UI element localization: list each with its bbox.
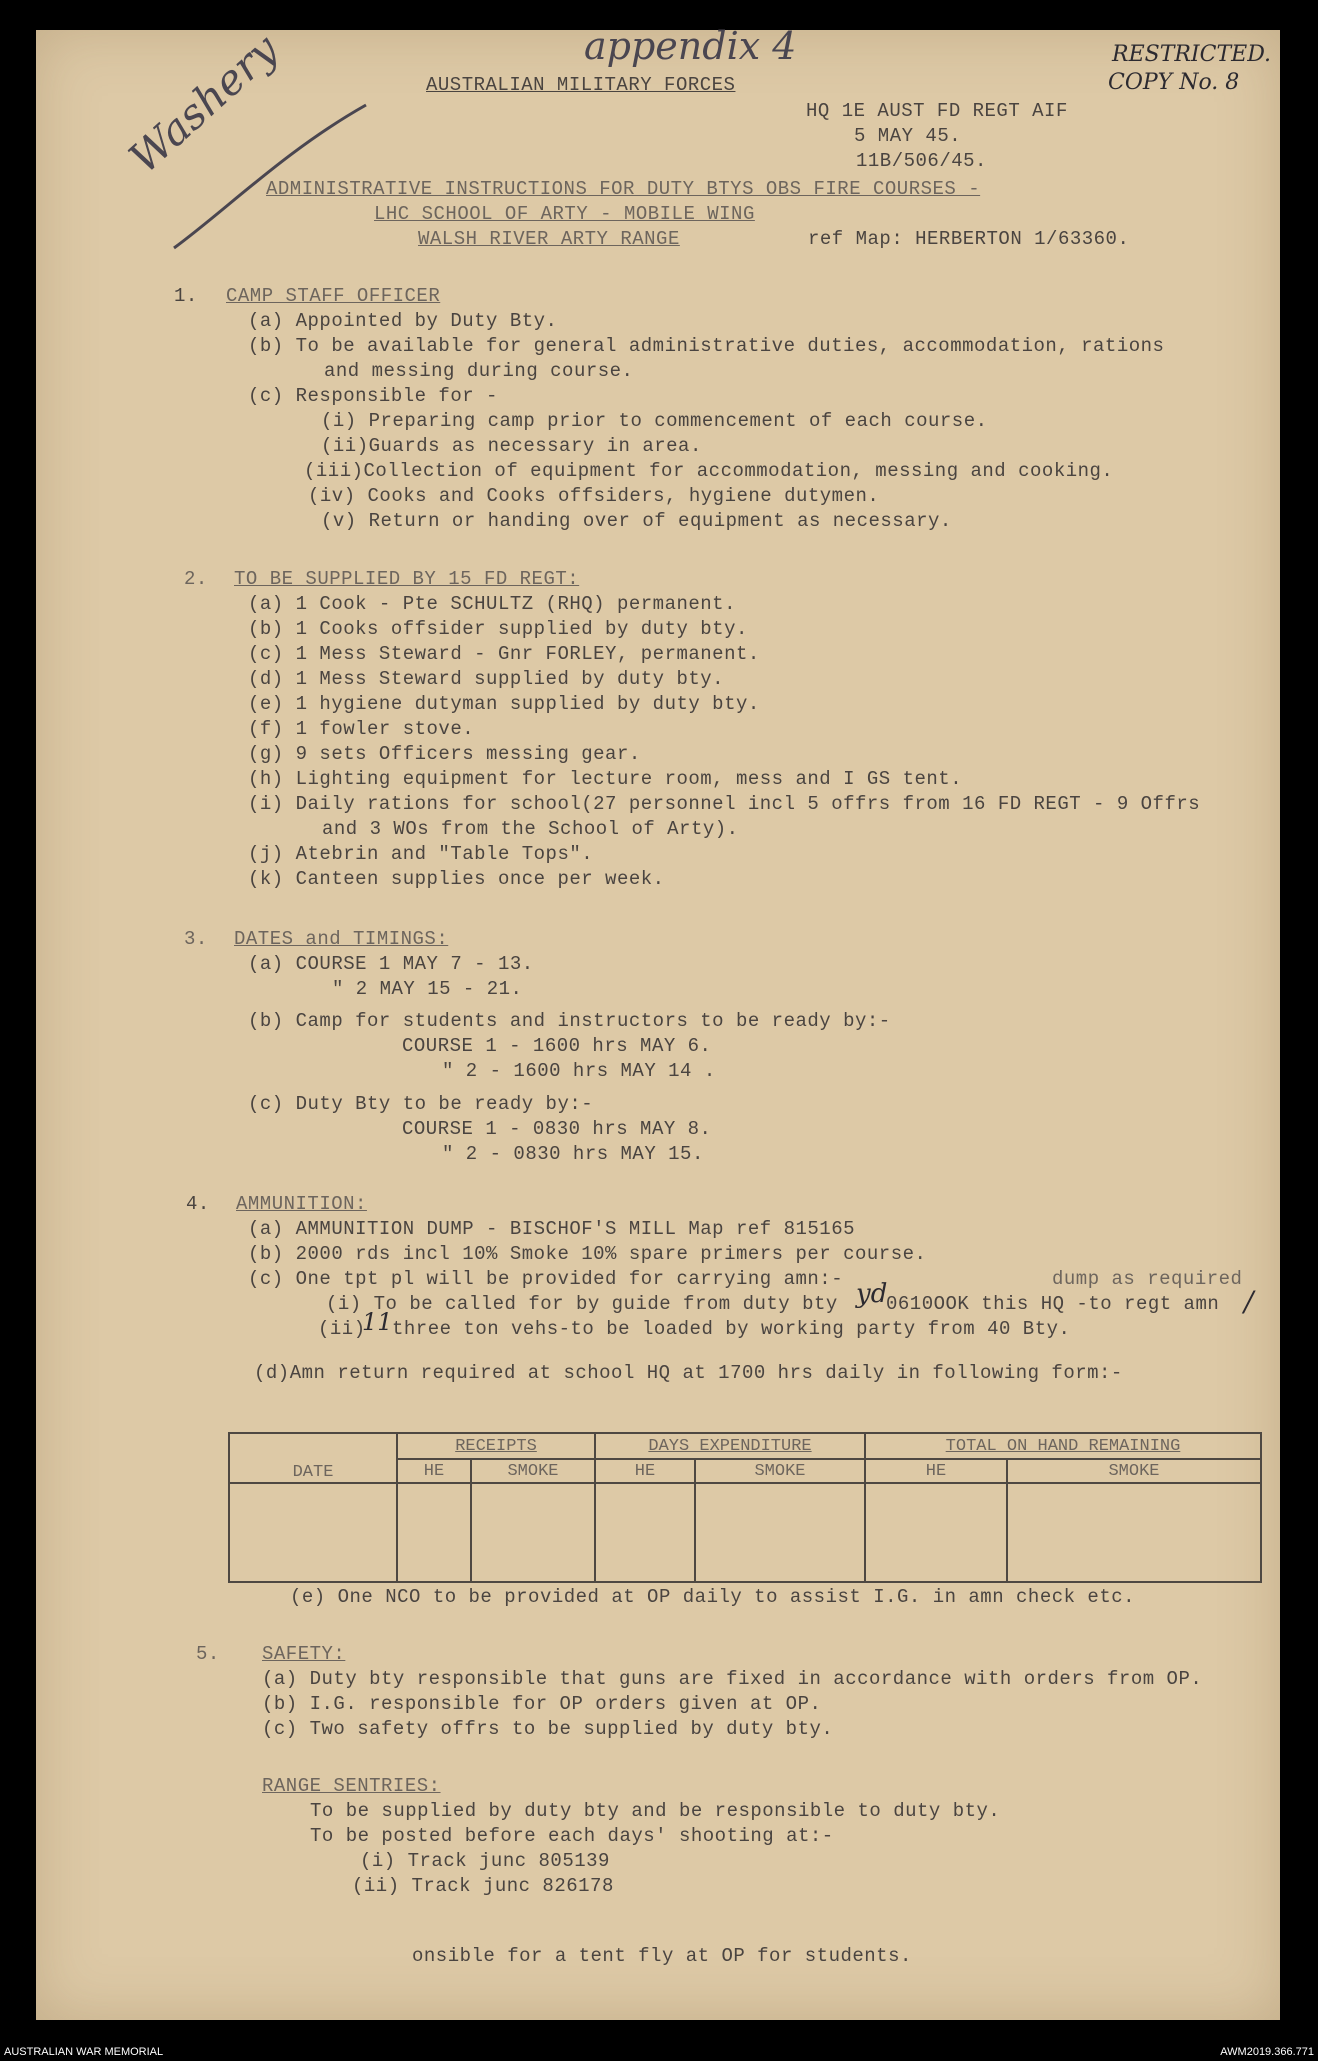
s1-item-c-iv: (iv) Cooks and Cooks offsiders, hygiene dutymen. <box>308 485 880 507</box>
s4-item-b: (b) 2000 rds incl 10% Smoke 10% spare primers per course. <box>248 1243 927 1265</box>
s2-item-a: (a) 1 Cook - Pte SCHULTZ (RHQ) permanent. <box>248 593 736 615</box>
s4-item-c-tail: dump as required <box>1052 1268 1243 1290</box>
range-sentries-b-ii: (ii) Track junc 826178 <box>352 1875 614 1897</box>
s3-item-a-course-1: (a) COURSE 1 MAY 7 - 13. <box>248 953 534 975</box>
final-line: onsible for a tent fly at OP for students. <box>412 1945 912 1967</box>
s4-item-c-i-tail: 0610OOK this HQ -to regt amn <box>886 1293 1220 1315</box>
signature-stroke <box>36 30 436 290</box>
s3-item-a-course-2: " 2 MAY 15 - 21. <box>332 978 523 1000</box>
col-total-on-hand: TOTAL ON HAND REMAINING <box>865 1433 1261 1459</box>
s3-item-c: (c) Duty Bty to be ready by:- <box>248 1093 594 1115</box>
s3-item-b-course-2: " 2 - 1600 hrs MAY 14 . <box>442 1060 716 1082</box>
s2-item-h: (h) Lighting equipment for lecture room, mess and I GS tent. <box>248 768 963 790</box>
header-date: 5 MAY 45. <box>854 125 962 147</box>
s4-item-a: (a) AMMUNITION DUMP - BISCHOF'S MILL Map ref 815165 <box>248 1218 855 1240</box>
range-sentries-heading: RANGE SENTRIES: <box>262 1775 441 1797</box>
document-title: AUSTRALIAN MILITARY FORCES <box>426 74 736 96</box>
section-5-number: 5. <box>196 1643 220 1665</box>
s1-item-b-cont: and messing during course. <box>324 360 634 382</box>
s2-item-f: (f) 1 fowler stove. <box>248 718 475 740</box>
s1-item-c-v: (v) Return or handing over of equipment as necessary. <box>321 510 952 532</box>
section-4-number: 4. <box>186 1193 210 1215</box>
col-total-smoke: SMOKE <box>1007 1459 1261 1483</box>
s2-item-i: (i) Daily rations for school(27 personnel incl 5 offrs from 16 FD REGT - 9 Offrs <box>248 793 1201 815</box>
col-days-he: HE <box>595 1459 695 1483</box>
s4-item-d: (d)Amn return required at school HQ at 1700 hrs daily in following form:- <box>254 1362 1123 1384</box>
s1-item-c-iii: (iii)Collection of equipment for accommodation, messing and cooking. <box>304 460 1114 482</box>
s2-item-e: (e) 1 hygiene dutyman supplied by duty bty. <box>248 693 760 715</box>
footer-institution: AUSTRALIAN WAR MEMORIAL <box>4 2046 164 2058</box>
s1-item-c-i: (i) Preparing camp prior to commencement of each course. <box>321 410 988 432</box>
col-days-expenditure: DAYS EXPENDITURE <box>595 1433 865 1459</box>
s5-item-c: (c) Two safety offrs to be supplied by duty bty. <box>262 1718 834 1740</box>
s5-item-b: (b) I.G. responsible for OP orders given at OP. <box>262 1693 822 1715</box>
handwritten-yd: yd <box>856 1279 888 1309</box>
s3-item-c-course-2: " 2 - 0830 hrs MAY 15. <box>442 1143 704 1165</box>
subject-line-1: ADMINISTRATIVE INSTRUCTIONS FOR DUTY BTYS OBS FIRE COURSES - <box>266 178 981 200</box>
s2-item-c: (c) 1 Mess Steward - Gnr FORLEY, permanent. <box>248 643 760 665</box>
handwritten-appendix: appendix 4 <box>584 24 797 68</box>
col-days-smoke: SMOKE <box>695 1459 865 1483</box>
range-sentries-a: To be supplied by duty bty and be responsible to duty bty. <box>310 1800 1001 1822</box>
s1-item-c-ii: (ii)Guards as necessary in area. <box>321 435 702 457</box>
col-receipts-smoke: SMOKE <box>471 1459 595 1483</box>
s4-item-c-ii: three ton vehs-to be loaded by working party from 40 Bty. <box>392 1318 1071 1340</box>
subject-line-3: WALSH RIVER ARTY RANGE <box>418 228 680 250</box>
section-1-heading: CAMP STAFF OFFICER <box>226 285 441 307</box>
col-date: DATE <box>229 1433 397 1483</box>
handwritten-11: 11 <box>362 1308 393 1336</box>
s5-item-a: (a) Duty bty responsible that guns are fixed in accordance with orders from OP. <box>262 1668 1203 1690</box>
s2-item-b: (b) 1 Cooks offsider supplied by duty bty. <box>248 618 748 640</box>
section-2-number: 2. <box>184 568 208 590</box>
section-4-heading: AMMUNITION: <box>236 1193 367 1215</box>
section-1-number: 1. <box>174 285 198 307</box>
handwritten-copy-number: COPY No. 8 <box>1108 70 1240 95</box>
s4-item-c-i: (i) To be called for by guide from duty bty <box>326 1293 838 1315</box>
handwritten-restricted: RESTRICTED. <box>1112 42 1272 67</box>
header-reference: 11B/506/45. <box>856 150 987 172</box>
s1-item-c: (c) Responsible for - <box>248 385 498 407</box>
ammunition-return-table <box>228 1432 1262 1583</box>
section-2-heading: TO BE SUPPLIED BY 15 FD REGT: <box>234 568 580 590</box>
section-5-heading: SAFETY: <box>262 1643 346 1665</box>
s1-item-b: (b) To be available for general administrative duties, accommodation, rations <box>248 335 1165 357</box>
s3-item-c-course-1: COURSE 1 - 0830 hrs MAY 8. <box>402 1118 712 1140</box>
s2-item-d: (d) 1 Mess Steward supplied by duty bty. <box>248 668 725 690</box>
s3-item-b-course-1: COURSE 1 - 1600 hrs MAY 6. <box>402 1035 712 1057</box>
handwritten-signature: Washery <box>119 24 288 183</box>
s4-item-e: (e) One NCO to be provided at OP daily to assist I.G. in amn check etc. <box>290 1586 1136 1608</box>
col-receipts-he: HE <box>397 1459 471 1483</box>
s4-item-c: (c) One tpt pl will be provided for carrying amn:- <box>248 1268 844 1290</box>
table-row <box>229 1483 1261 1582</box>
s2-item-g: (g) 9 sets Officers messing gear. <box>248 743 641 765</box>
s2-item-i-cont: and 3 WOs from the School of Arty). <box>322 818 739 840</box>
s3-item-b: (b) Camp for students and instructors to be ready by:- <box>248 1010 891 1032</box>
handwritten-slash: / <box>1244 1285 1254 1318</box>
map-reference: ref Map: HERBERTON 1/63360. <box>808 228 1130 250</box>
s2-item-k: (k) Canteen supplies once per week. <box>248 868 665 890</box>
s4-item-c-ii-label: (ii) <box>318 1318 366 1340</box>
footer-bar <box>0 2045 1318 2061</box>
section-3-heading: DATES and TIMINGS: <box>234 928 449 950</box>
range-sentries-b-i: (i) Track junc 805139 <box>360 1850 610 1872</box>
subject-line-2: LHC SCHOOL OF ARTY - MOBILE WING <box>374 203 755 225</box>
s2-item-j: (j) Atebrin and "Table Tops". <box>248 843 594 865</box>
range-sentries-b: To be posted before each days' shooting at:- <box>310 1825 834 1847</box>
col-total-he: HE <box>865 1459 1007 1483</box>
footer-accession-number: AWM2019.366.771 <box>1220 2046 1314 2058</box>
header-unit: HQ 1E AUST FD REGT AIF <box>806 100 1068 122</box>
col-receipts: RECEIPTS <box>397 1433 595 1459</box>
section-3-number: 3. <box>184 928 208 950</box>
s1-item-a: (a) Appointed by Duty Bty. <box>248 310 558 332</box>
document-page <box>36 24 1280 2020</box>
